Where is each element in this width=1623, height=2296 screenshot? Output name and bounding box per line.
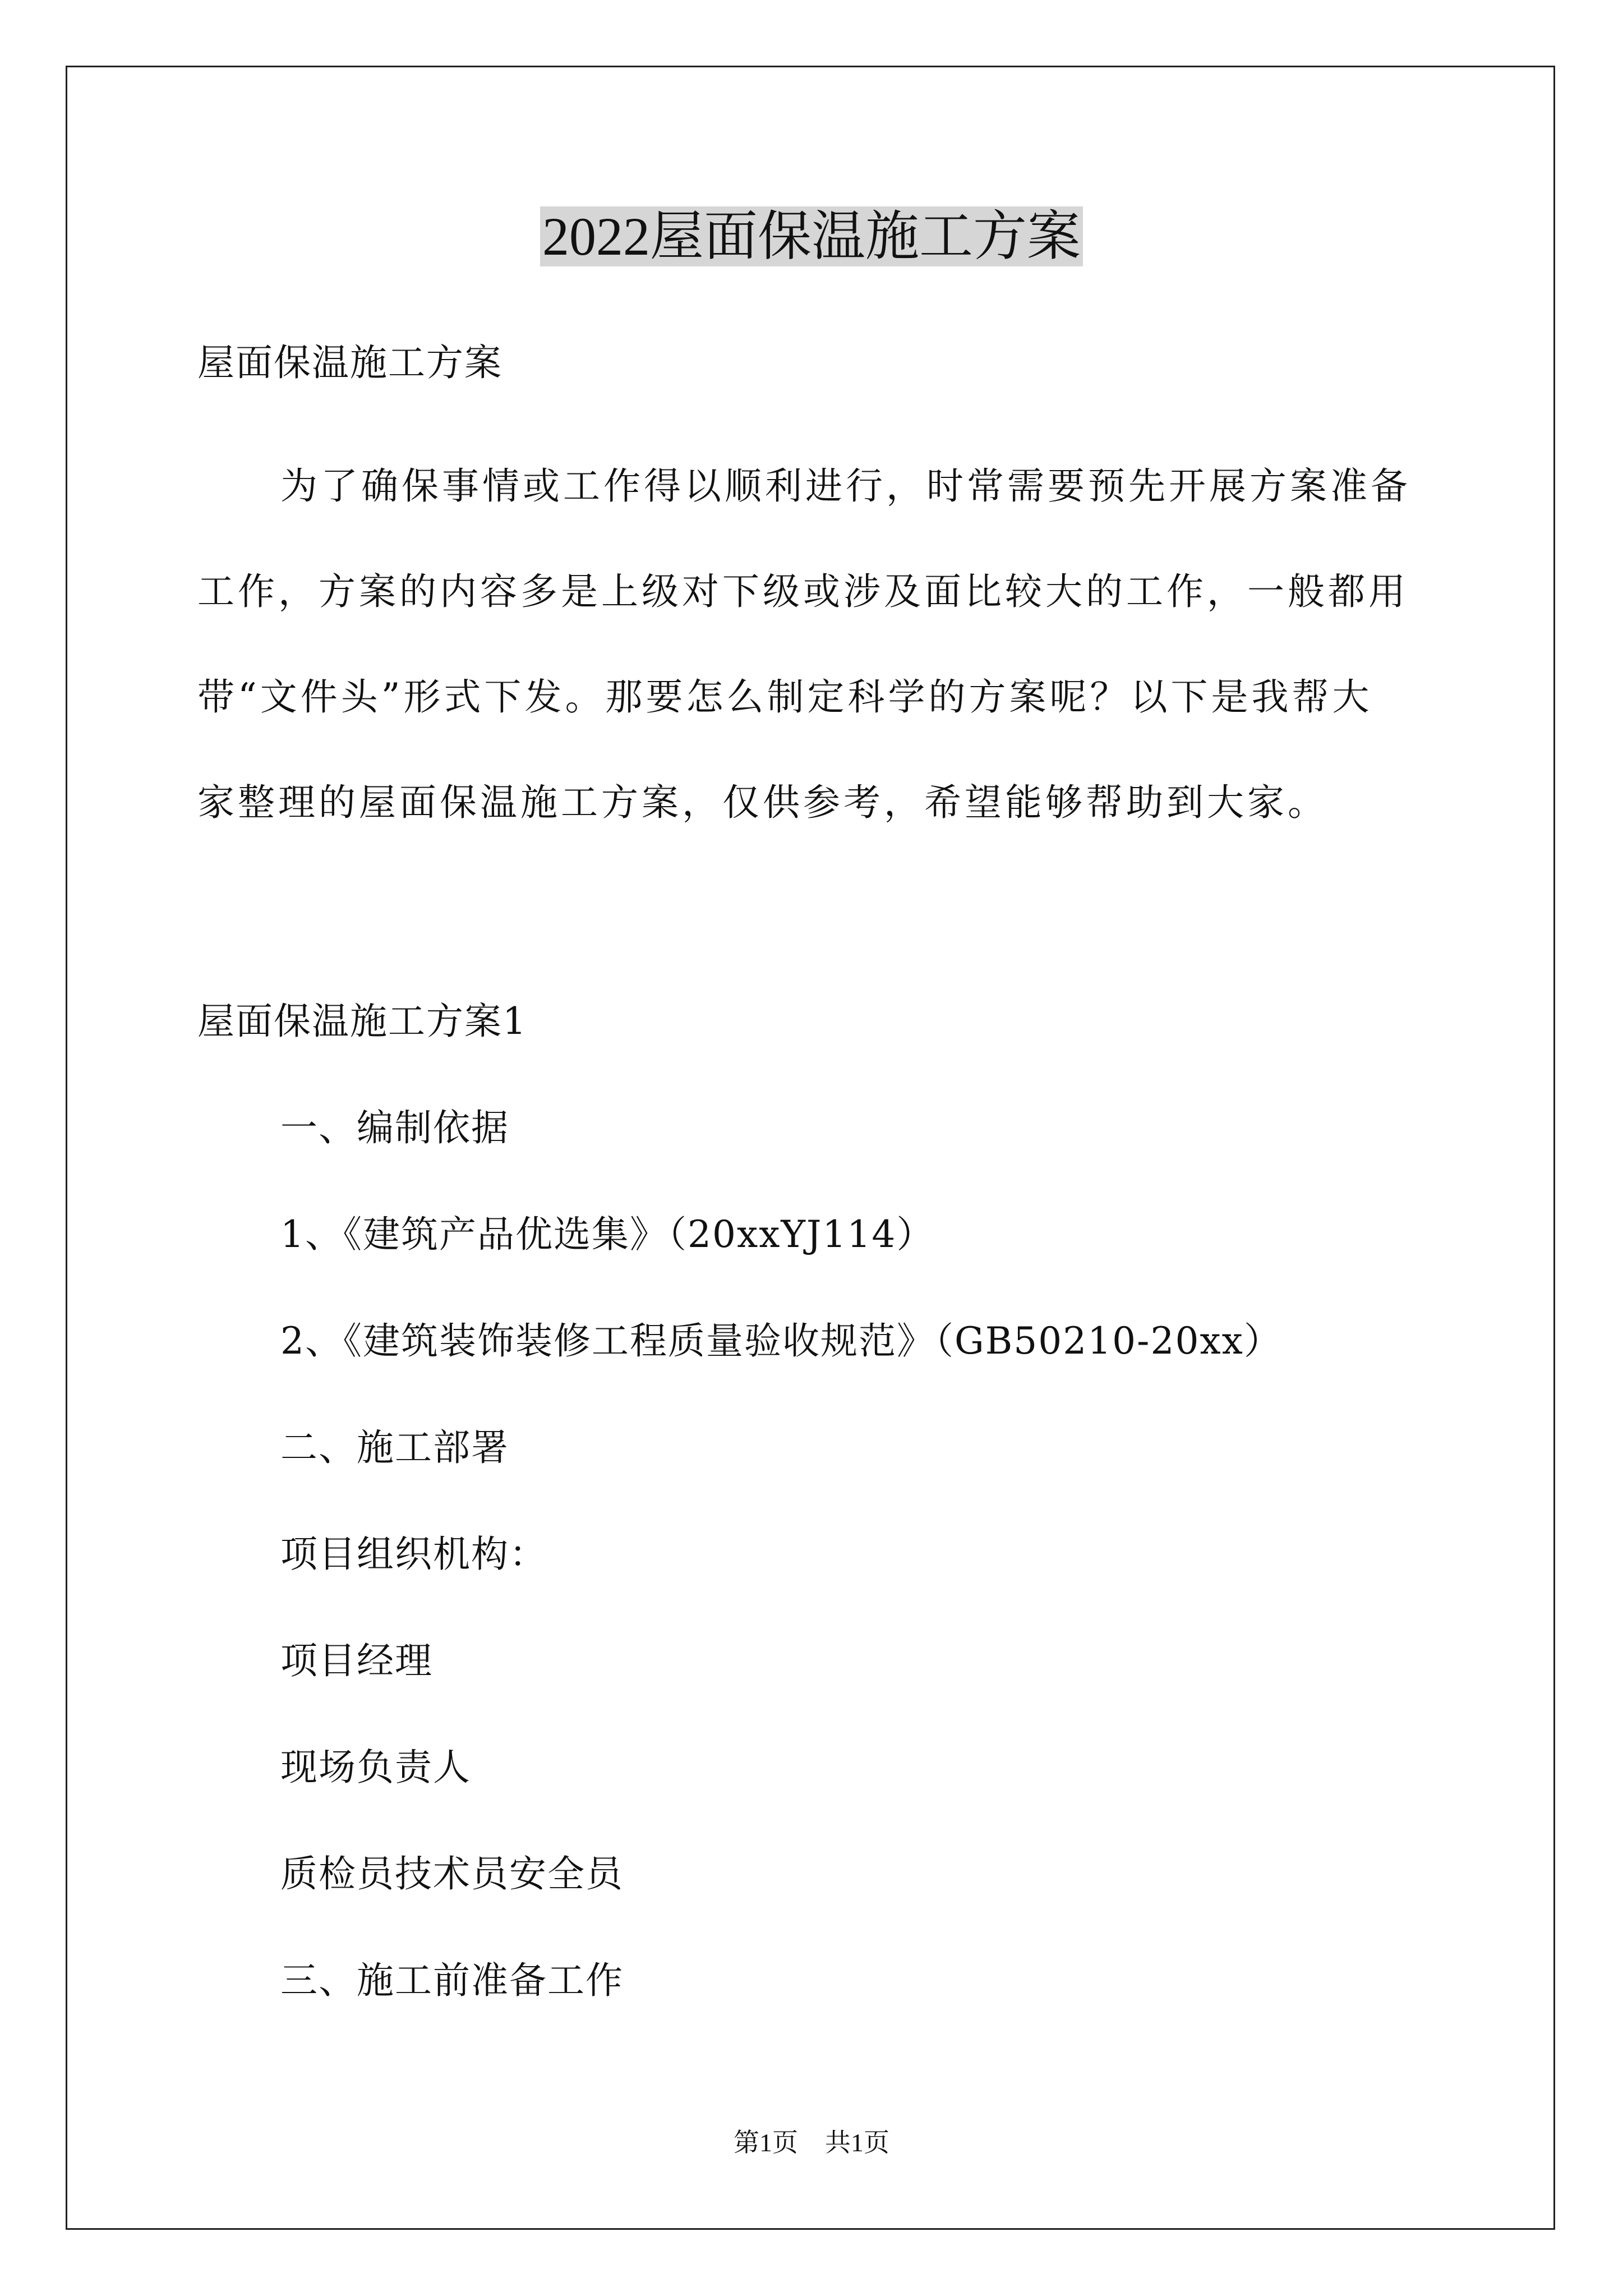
body-line: 一、编制依据 xyxy=(280,1106,509,1149)
body-line: 质检员技术员安全员 xyxy=(280,1852,624,1895)
body-line: 项目组织机构： xyxy=(280,1533,547,1576)
section-heading: 屋面保温施工方案1 xyxy=(197,1000,527,1043)
body-line: 1、《建筑产品优选集》（20xxYJ114） xyxy=(280,1213,935,1256)
page-number: 第1页 xyxy=(734,2128,798,2157)
intro-line: 工作，方案的内容多是上级对下级或涉及面比较大的工作，一般都用 xyxy=(197,570,1409,613)
body-line: 三、施工前准备工作 xyxy=(280,1959,624,2002)
intro-line: 家整理的屋面保温施工方案，仅供参考，希望能够帮助到大家。 xyxy=(197,781,1328,824)
page-footer xyxy=(0,2126,1623,2160)
page-total: 共1页 xyxy=(825,2128,889,2157)
document-title-text: 2022屋面保温施工方案 xyxy=(540,206,1083,266)
document-subtitle: 屋面保温施工方案 xyxy=(197,341,502,384)
intro-line: 为了确保事情或工作得以顺利进行，时常需要预先开展方案准备 xyxy=(280,464,1411,508)
body-line: 二、施工部署 xyxy=(280,1426,509,1469)
body-line: 项目经理 xyxy=(280,1639,433,1682)
body-line: 现场负责人 xyxy=(280,1746,471,1789)
intro-line: 带“文件头”形式下发。那要怎么制定科学的方案呢？以下是我帮大 xyxy=(197,675,1373,719)
body-line: 2、《建筑装饰装修工程质量验收规范》（GB50210-20xx） xyxy=(280,1319,1282,1363)
document-title xyxy=(0,200,1623,273)
